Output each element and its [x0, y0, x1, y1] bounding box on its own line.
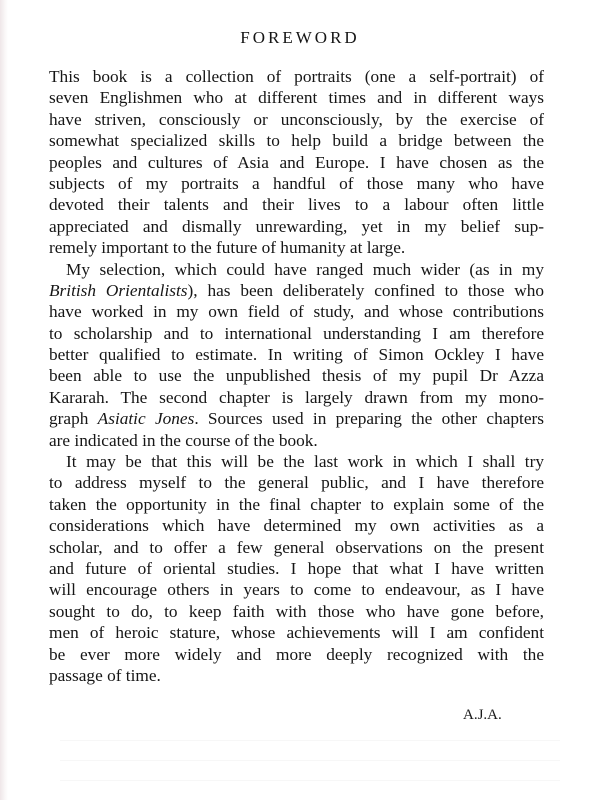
text-line: men of heroic stature, whose achievements will I am confident: [49, 623, 544, 643]
book-title-italic: Asiatic Jones: [97, 409, 195, 429]
text-line: taken the opportunity in the final chapter to explain some of the: [49, 494, 544, 514]
text-line: graph Asiatic Jones. Sources used in preparing the other chapters: [49, 409, 544, 429]
show-through-mark: [60, 740, 560, 741]
text-line: British Orientalists), has been deliberately confined to those who: [49, 280, 544, 300]
text-line: be ever more widely and more deeply recognized with the: [49, 644, 544, 664]
text-line: better qualified to estimate. In writing of Simon Ockley I have: [49, 345, 544, 365]
author-initials: A.J.A.: [463, 707, 502, 723]
paragraph-1: [49, 66, 544, 259]
show-through-mark: [60, 760, 560, 761]
paragraph-3: [49, 451, 544, 686]
text-line: seven Englishmen who at different times and in different ways: [49, 88, 544, 108]
paragraph-2: [49, 259, 544, 452]
text-line: to scholarship and to international understanding I am therefore: [49, 323, 544, 343]
text-line: passage of time.: [49, 665, 161, 685]
text-line: peoples and cultures of Asia and Europe. I have chosen as the: [49, 152, 544, 172]
text-line: scholar, and to offer a few general observations on the present: [49, 537, 544, 557]
text-line: will encourage others in years to come to endeavour, as I have: [49, 580, 544, 600]
foreword-body: [49, 66, 544, 686]
text-line: subjects of my portraits a handful of those many who have: [49, 173, 544, 193]
text-line: It may be that this will be the last work in which I shall try: [66, 452, 544, 472]
text-line: somewhat specialized skills to help build a bridge between the: [49, 131, 544, 151]
text-line: considerations which have determined my own activities as a: [49, 516, 544, 536]
text-line: to address myself to the general public, and I have therefore: [49, 473, 544, 493]
text-line: This book is a collection of portraits (one a self-portrait) of: [49, 67, 544, 86]
text-line: have striven, consciously or unconsciously, by the exercise of: [49, 109, 544, 129]
text-line: been able to use the unpublished thesis of my pupil Dr Azza: [49, 366, 544, 386]
text-line: are indicated in the course of the book.: [49, 430, 318, 450]
text-line: have worked in my own field of study, and whose contributions: [49, 302, 544, 322]
text-line: Kararah. The second chapter is largely drawn from my mono-: [49, 387, 544, 407]
text-line: My selection, which could have ranged much wider (as in my: [66, 259, 544, 279]
text-line: sought to do, to keep faith with those who have gone before,: [49, 601, 544, 621]
show-through-mark: [60, 780, 560, 781]
text-line: appreciated and dismally unrewarding, yet in my belief sup-: [49, 216, 544, 236]
text-line: and future of oriental studies. I hope that what I have written: [49, 558, 544, 578]
book-title-italic: British Orientalists: [49, 280, 188, 300]
text-line: devoted their talents and their lives to a labour often little: [49, 195, 544, 215]
page-title: FOREWORD: [240, 28, 360, 47]
text-line: remely important to the future of humanity at large.: [49, 238, 406, 258]
